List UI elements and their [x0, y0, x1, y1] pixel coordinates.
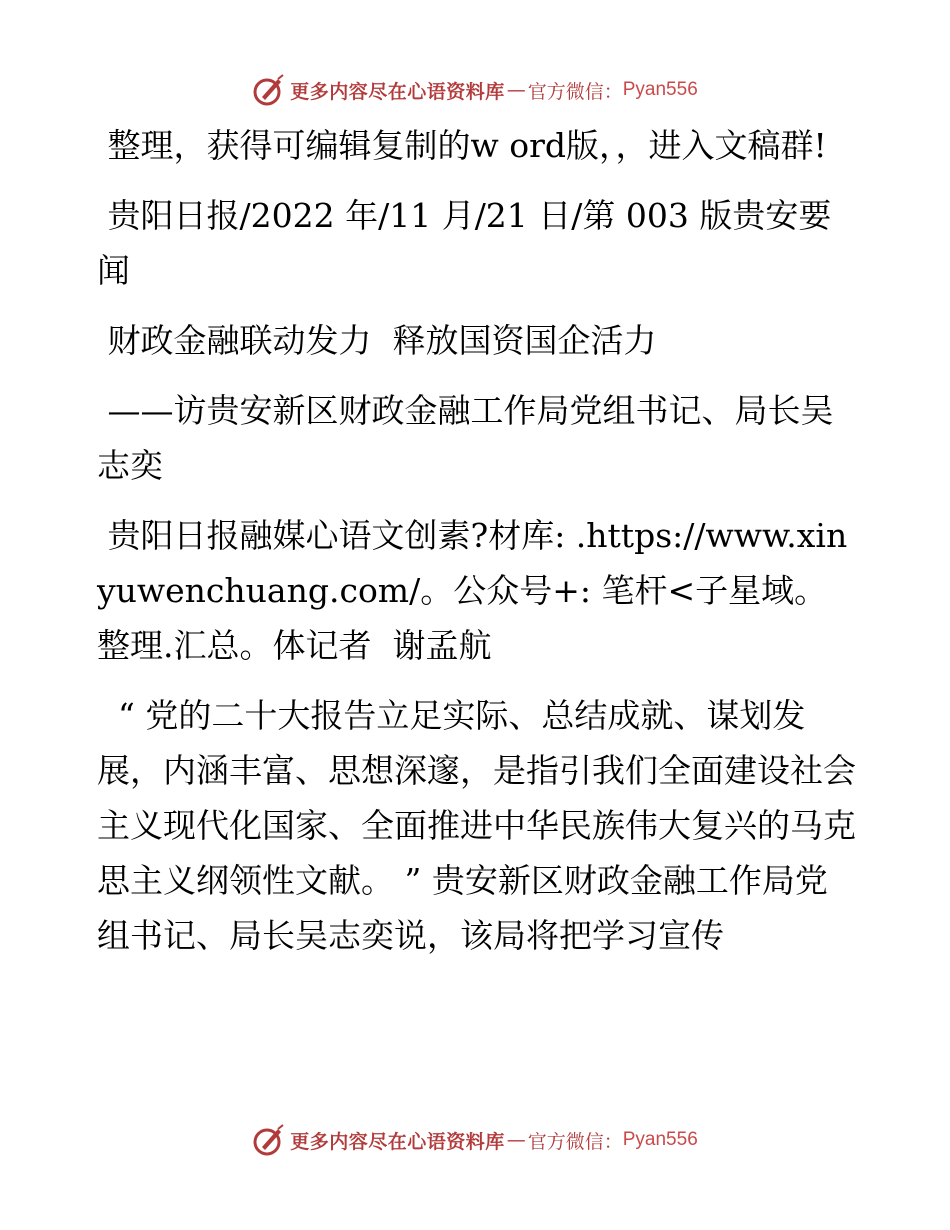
article-title: 财政金融联动发力 释放国资国企活力 — [97, 321, 657, 360]
quill-logo-icon — [252, 73, 286, 107]
watermark-brand: 更多内容尽在心语资料库 — [290, 1130, 505, 1153]
quill-logo-icon — [252, 1123, 286, 1157]
paragraph-source: 贵阳日报/2022 年/11 月/21 日/第 003 版贵安要闻 — [97, 196, 832, 290]
paragraph-body: “ 党的二十大报告立足实际、总结成就、谋划发展，内涵丰富、思想深邃，是指引我们全面建设社会主义现代化国家、全面推进中华民族伟大复兴的马克思主义纲领性文献。 ” 贵安新区财政金融工作局党组书记、局长吴志奕说，该局将把学习宣传 — [97, 696, 856, 955]
watermark-wechat-id: Pyan556 — [622, 1129, 698, 1150]
watermark-wechat-id: Pyan556 — [622, 79, 698, 100]
watermark-brand: 更多内容尽在心语资料库 — [290, 80, 505, 103]
watermark-dash: — — [506, 1129, 526, 1151]
watermark-dash: — — [506, 79, 526, 101]
watermark-label: 官方微信： — [527, 80, 623, 103]
paragraph-intro: 整理，获得可编辑复制的w ord版，，进入文稿群! — [97, 126, 827, 165]
watermark-header — [0, 70, 950, 110]
document-body — [97, 118, 857, 963]
watermark-footer — [0, 1120, 950, 1160]
paragraph-byline: 贵阳日报融媒心语文创素?材库: .https://www.xinyuwenchuang.com/。公众号+: 笔杆<子星域。整理.汇总。体记者 谢孟航 — [97, 516, 848, 665]
watermark-label: 官方微信： — [527, 1130, 623, 1153]
article-subtitle: ——访贵安新区财政金融工作局党组书记、局长吴志奕 — [97, 391, 834, 485]
